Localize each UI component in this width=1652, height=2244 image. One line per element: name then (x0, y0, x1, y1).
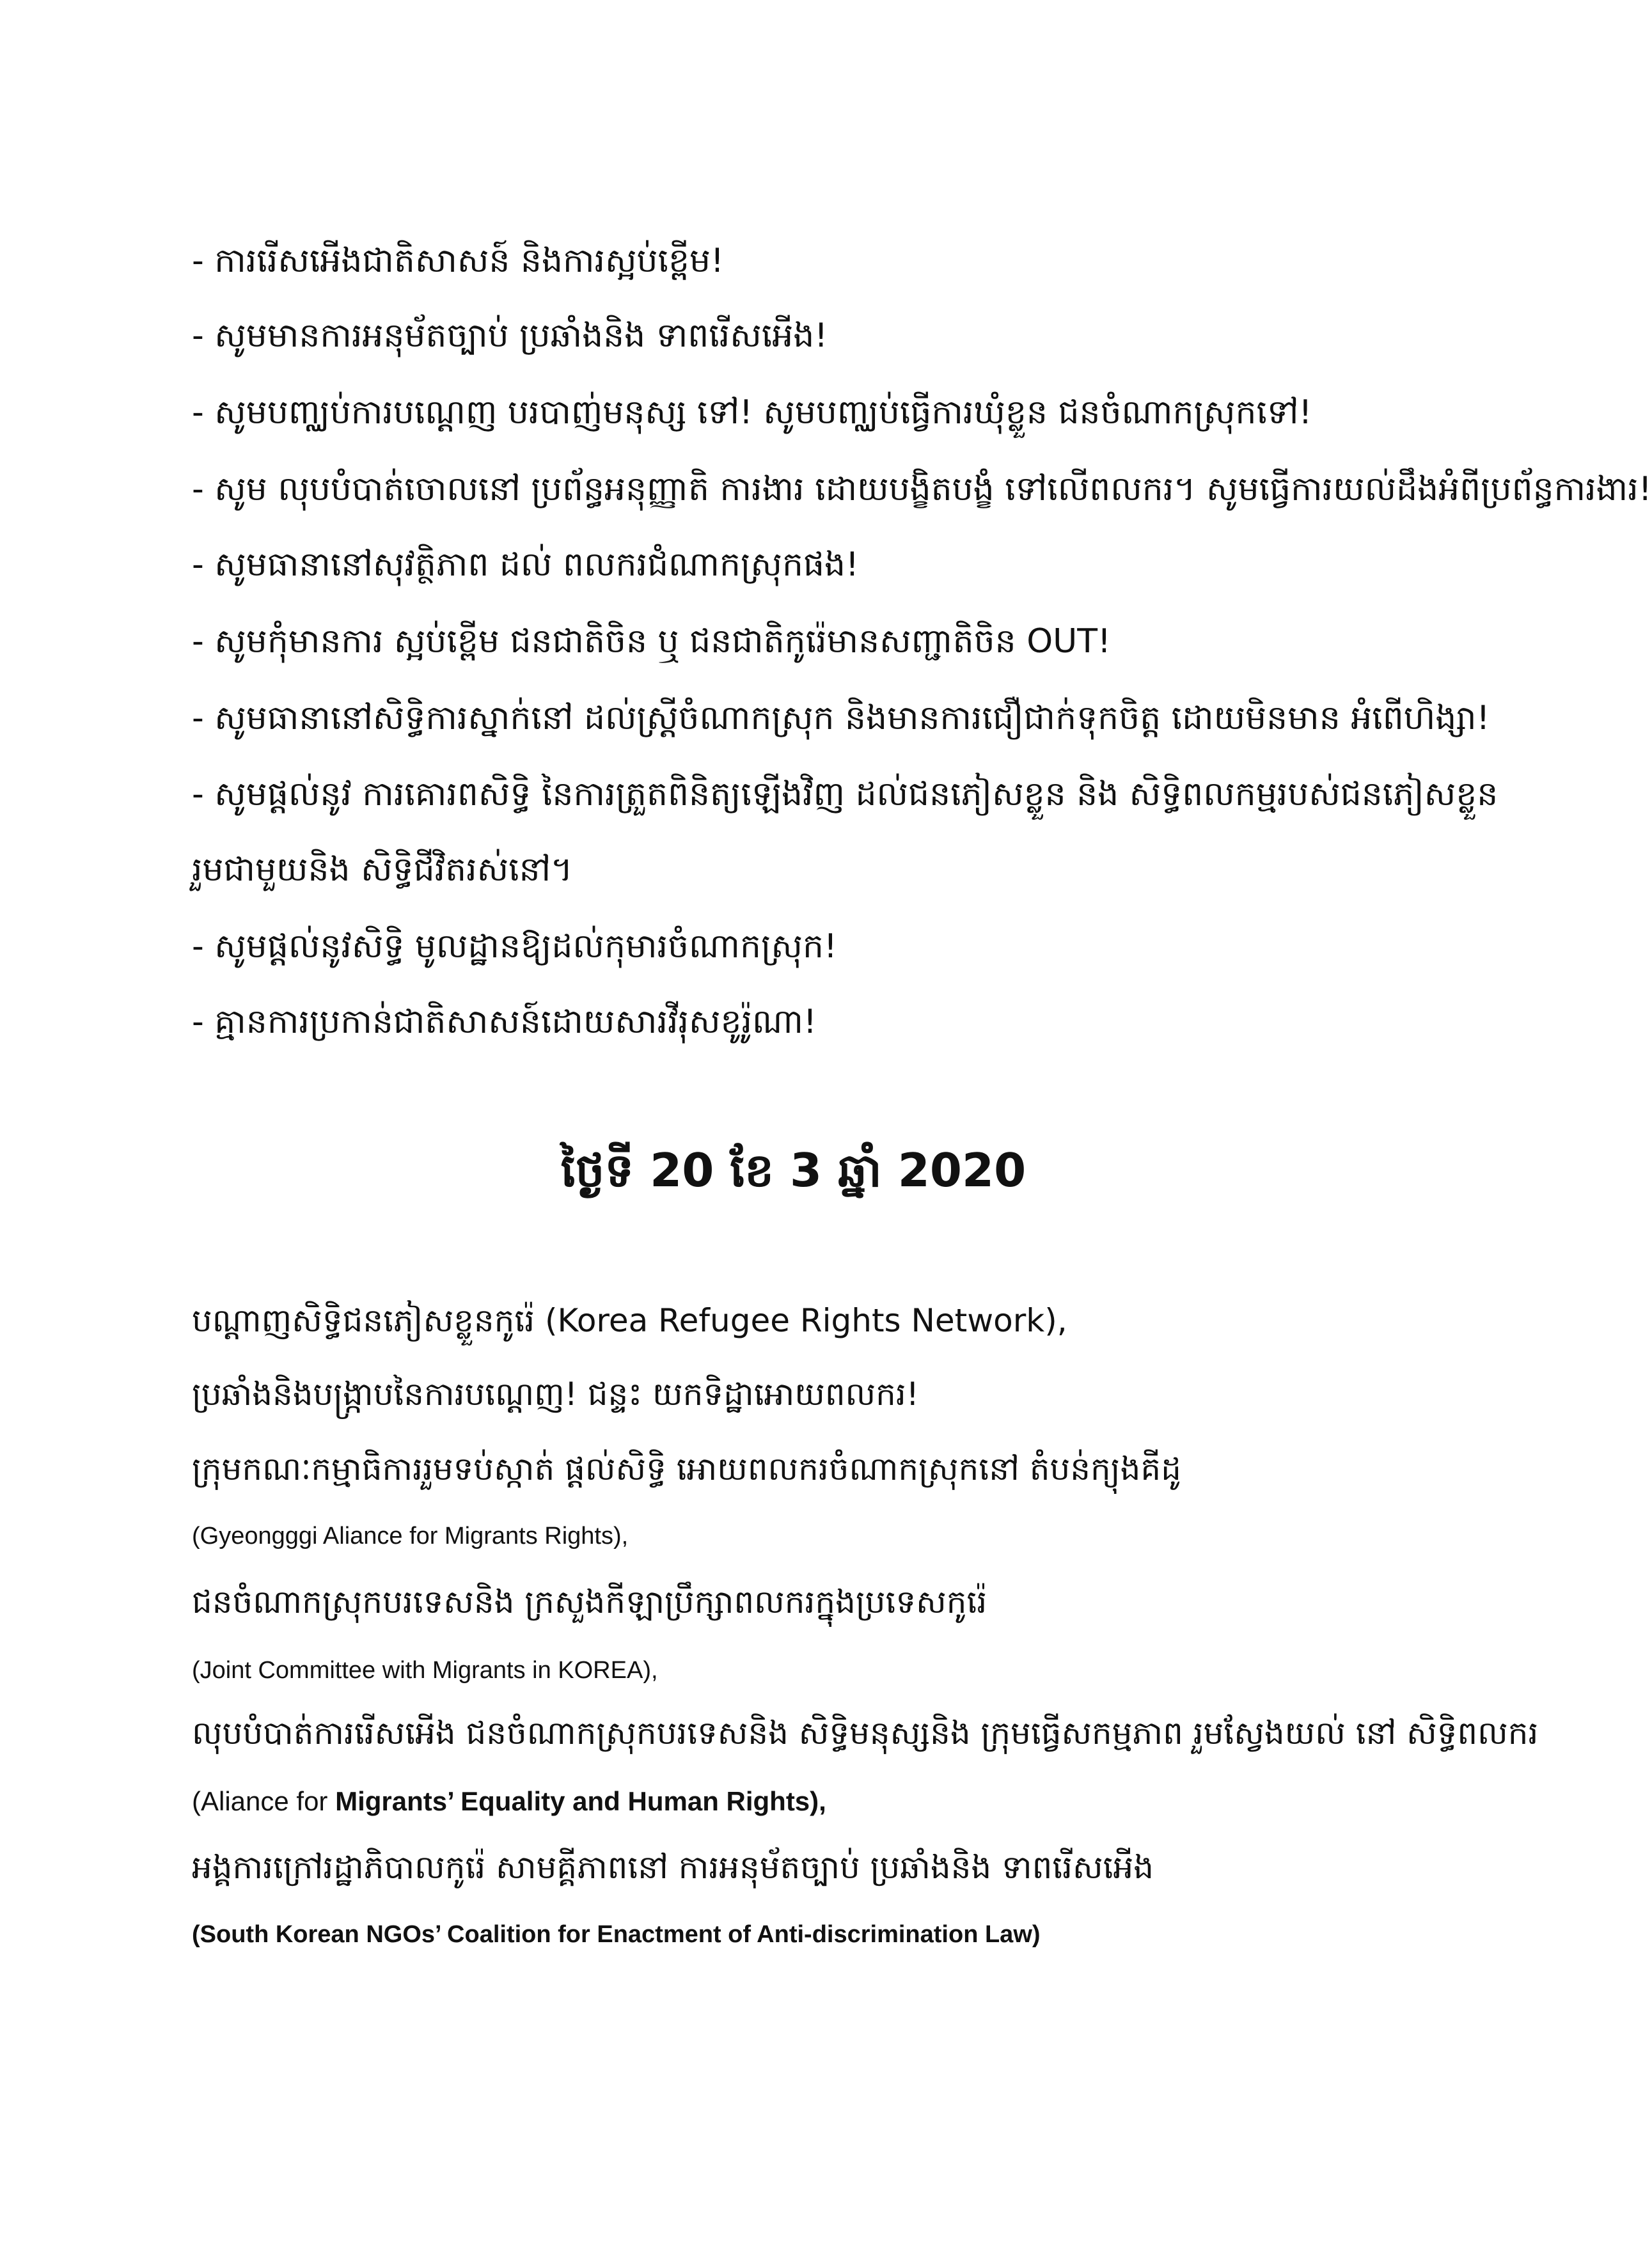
org-against-crackdown: ប្រឆាំងនិងបង្ក្រាបនៃការបណ្តេញ! ជន្ទះ យកទិដ្ឋាអោយពលករ! (192, 1376, 919, 1413)
demand-line-9: - សូមផ្តល់នូវសិទ្ធិ មូលដ្ឋានឱ្យដល់កុមារចំណាកស្រុក! (192, 927, 837, 966)
demand-line-5: - សូមធានានៅសុវត្ថិភាព ដល់ ពលករជំណាកស្រុកផង! (192, 545, 859, 584)
org-krrn: បណ្តាញសិទ្ធិជនភៀសខ្លួនកូរ៉េ (Korea Refugee Rights Network), (192, 1302, 1067, 1339)
org-gyeonggi-english: (Gyeongggi Aliance for Migrants Rights), (192, 1523, 629, 1550)
demand-line-8-continued: រួមជាមួយនិង សិទ្ធិជីវិតរស់នៅ។ (192, 851, 573, 889)
org-alliance-english-bold: Migrants’ Equality and Human Rights), (335, 1786, 826, 1816)
date-heading: ថ្ងៃទី 20 ខែ 3 ឆ្នាំ 2020 (560, 1143, 1027, 1197)
org-alliance-khmer: លុបបំបាត់ការរើសអើង ជនចំណាកស្រុកបរទេសនិង សិទ្ធិមនុស្សនិង ក្រុមធ្វើសកម្មភាព រួមស្វែងយល់ នៅ សិទ្ធិពលករ (192, 1714, 1539, 1752)
org-gyeonggi-khmer: ក្រុមកណៈកម្មាធិការរួមទប់ស្កាត់ ផ្តល់សិទ្ធិ អោយពលករចំណាកស្រុកនៅ តំបន់ក្យុងគីដូ (192, 1450, 1181, 1487)
demand-line-2: - សូមមានការអនុម័តច្បាប់ ប្រឆាំងនិង ទាពរើសអើង! (192, 317, 828, 355)
demand-line-10: - គ្មានការប្រកាន់ជាតិសាសន៍ដោយសារវីរុសខូរ៉ូណា! (192, 1003, 817, 1041)
demand-line-4: - សូម លុបបំបាត់ចោលនៅ ប្រព័ន្ធអនុញ្ញាតិ ការងារ ដោយបង្ខិតបង្ខំ ទៅលើពលករ។ សូមធ្វើការយល់ដឹងអំពីប្រព័ន្ធការងារ! (192, 470, 1652, 508)
org-coalition-khmer: អង្គការក្រៅរដ្ឋាភិបាលកូរ៉េ សាមគ្គីភាពនៅ ការអនុម័តច្បាប់ ប្រឆាំងនិង ទាពរើសអើង (192, 1849, 1154, 1886)
org-coalition-english: (South Korean NGOs’ Coalition for Enactment of Anti-discrimination Law) (192, 1921, 1041, 1948)
demand-line-1: - ការរើសអើងជាតិសាសន៍ និងការស្អប់ខ្ពើម! (192, 242, 724, 280)
org-joint-committee-english: (Joint Committee with Migrants in KOREA), (192, 1657, 658, 1684)
demand-line-8: - សូមផ្តល់នូវ ការគោរពសិទ្ធិ នៃការត្រួតពិនិត្យឡើងវិញ ដល់ជនភៀសខ្លួន និង សិទ្ធិពលកម្មរបស់ជនភៀសខ្លួន (192, 775, 1499, 813)
demand-line-3: - សូមបញ្ឈប់ការបណ្តេញ បរបាញ់មនុស្ស ទៅ! សូមបញ្ឈប់ធ្វើការឃុំខ្លួន ជនចំណាកស្រុកទៅ! (192, 393, 1312, 432)
org-joint-committee-khmer: ជនចំណាកស្រុកបរទេសនិង ក្រសួងកីឡាប្រឹក្សាពលករក្នុងប្រទេសកូរ៉េ (192, 1583, 987, 1620)
org-alliance-english-prefix: (Aliance for (192, 1786, 336, 1816)
demand-line-7: - សូមធានានៅសិទ្ធិការស្នាក់នៅ ដល់ស្ត្រីចំណាកស្រុក និងមានការជឿជាក់ទុកចិត្ត ដោយមិនមាន អំពើហិង្សា! (192, 699, 1490, 737)
org-alliance-english (192, 1782, 1394, 1821)
demand-line-6: - សូមកុំមានការ ស្អប់ខ្ពើម ជនជាតិចិន ឬ ជនជាតិកូរ៉េមានសញ្ជាតិចិន OUT! (192, 622, 1111, 661)
